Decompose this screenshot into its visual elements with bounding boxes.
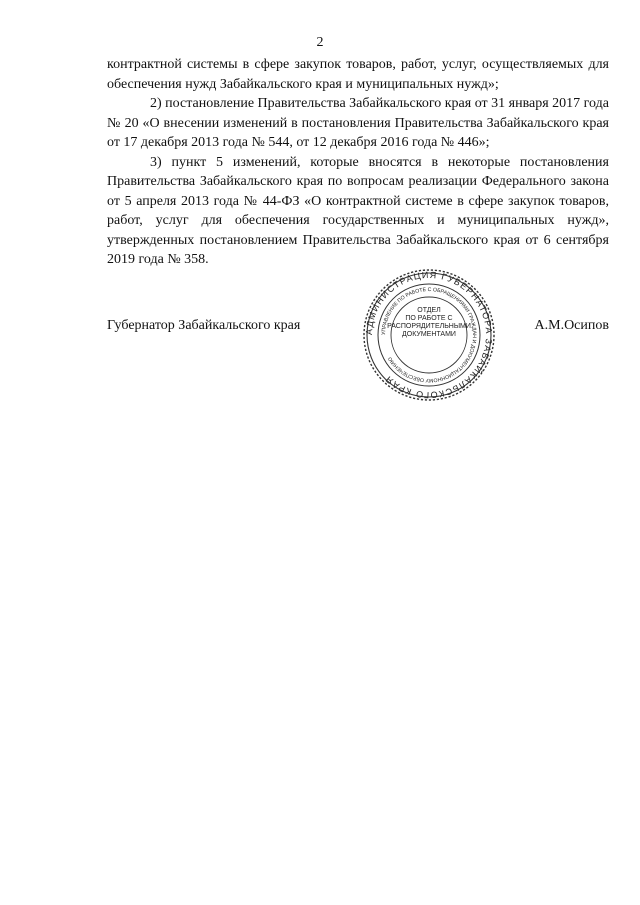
paragraph-item-3: 3) пункт 5 изменений, которые вносятся в некоторые постановления Правительства Забайкальского края по вопросам реализации Федерального закона от 5 апреля 2013 года № 44-ФЗ «О контрактной системе в сфере закупок товаров, работ, услуг для обеспечения государственных и муниципальных нужд», утвержденных постановлением Правительства Забайкальского края от 6 сентября 2019 года № 358.: [107, 154, 609, 267]
stamp-center-line: ОТДЕЛ: [417, 307, 441, 314]
stamp-center-line: ДОКУМЕНТАМИ: [402, 331, 456, 338]
stamp-outer-text: АДМИНИСТРАЦИЯ ГУБЕРНАТОРА ЗАБАЙКАЛЬСКОГО КРАЯ: [363, 269, 495, 401]
stamp-inner-text: УПРАВЛЕНИЕ ПО РАБОТЕ С ОБРАЩЕНИЯМИ ГРАЖДАН И ДОКУМЕНТАЦИОННОМУ ОБЕСПЕЧЕНИЮ: [380, 286, 478, 384]
stamp-center-line: ПО РАБОТЕ С: [405, 315, 453, 322]
signature-block: [107, 318, 609, 338]
paragraph-item-2: 2) постановление Правительства Забайкальского края от 31 января 2017 года № 20 «О внесении изменений в постановления Правительства Забайкальского края от 17 декабря 2013 года № 544, от 12 декабря 2016 года № 446»;: [107, 96, 609, 150]
paragraph-continuation: контрактной системы в сфере закупок товаров, работ, услуг, осуществляемых для обеспечения нужд Забайкальского края и муниципальных нужд»;: [107, 57, 609, 92]
document-body: [107, 55, 609, 270]
stamp-center-line: РАСПОРЯДИТЕЛЬНЫМИ: [387, 323, 471, 330]
page-number: 2: [316, 35, 324, 50]
stamp-center-text: [379, 307, 479, 339]
signer-title: Губернатор Забайкальского края: [107, 318, 301, 333]
signer-name: А.М.Осипов: [534, 318, 609, 333]
